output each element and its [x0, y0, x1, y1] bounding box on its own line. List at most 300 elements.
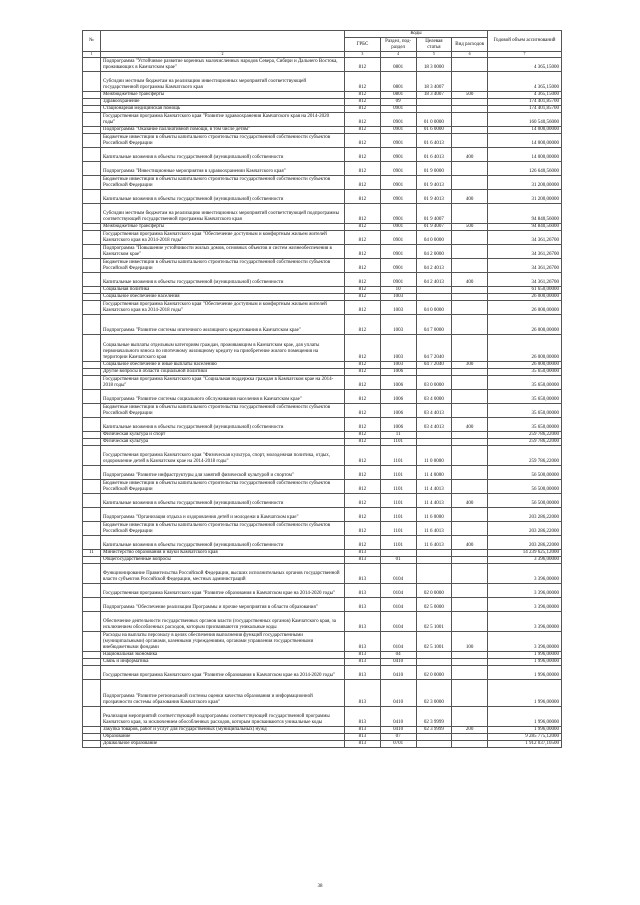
- cell-sum: 3 396,00000: [488, 611, 562, 631]
- cell-razd: 1101: [380, 445, 416, 465]
- cell-vr: [452, 521, 488, 535]
- table-row: [83, 465, 562, 479]
- table-row: [83, 651, 562, 658]
- cell-sum: 34 361,26700: [488, 272, 562, 286]
- cell-name: Подпрограмма "Оказание паллиативной помощи, в том числе детям": [101, 126, 345, 133]
- cell-razd: 1006: [380, 368, 416, 375]
- cell-cs: 04 2 4013: [416, 258, 452, 272]
- cell-name: Связь и информатика: [101, 658, 345, 665]
- cell-sum: 3 396,00000: [488, 583, 562, 597]
- cell-cs: 03 0 0000: [416, 375, 452, 389]
- cell-cs: 01 9 0000: [416, 161, 452, 175]
- cell-name: Расходы на выплаты персоналу в целях обеспечения выполнения функций государственными (муниципальными) органами, казенными учреждениями, органами управления государственными внебюджетными фондами: [101, 631, 345, 651]
- cell-razd: 1101: [380, 493, 416, 507]
- cell-name: Бюджетные инвестиции в объекты капитального строительства государственной собственности субъектов Российской Федерации: [101, 258, 345, 272]
- cell-num: [83, 556, 101, 563]
- table-row: [83, 431, 562, 438]
- cell-num: 11: [83, 549, 101, 556]
- idx-4: 4: [380, 52, 416, 58]
- cell-name: Здравоохранение: [101, 98, 345, 105]
- cell-razd: 1101: [380, 535, 416, 549]
- cell-num: [83, 611, 101, 631]
- cell-sum: 14 000,00000: [488, 133, 562, 147]
- cell-cs: [416, 98, 452, 105]
- cell-name: Капитальные вложения в объекты государственной (муниципальной) собственности: [101, 272, 345, 286]
- cell-razd: 0104: [380, 583, 416, 597]
- cell-razd: 1101: [380, 521, 416, 535]
- cell-vr: [452, 112, 488, 126]
- cell-vr: [452, 438, 488, 445]
- cell-vr: [452, 230, 488, 244]
- cell-grbs: 813: [345, 563, 381, 583]
- cell-cs: [416, 651, 452, 658]
- cell-name: Подпрограмма "Развитие региональной системы оценки качества образования и информационной прозрачности системы образования Камчатского края": [101, 679, 345, 706]
- cell-name: Государственная программа Камчатского края "Физическая культура, спорт, молодежная политика, отдых, оздоровление детей в Камчатском крае на 2014-2018 годы": [101, 445, 345, 465]
- cell-num: [83, 631, 101, 651]
- cell-cs: [416, 563, 452, 583]
- cell-sum: 1 912 037,10500: [488, 740, 562, 747]
- cell-name: Межбюджетные трансферты: [101, 223, 345, 230]
- cell-vr: 200: [452, 726, 488, 733]
- cell-cs: [416, 556, 452, 563]
- table-row: [83, 445, 562, 465]
- cell-grbs: 813: [345, 733, 381, 740]
- cell-razd: 0901: [380, 175, 416, 189]
- cell-name: Обеспечение деятельности государственных органов власти (государственных органов) Камчатского края, за исключением обособленных расходов, которым присваиваются уникальные коды: [101, 611, 345, 631]
- cell-razd: 0901: [380, 161, 416, 175]
- cell-num: [83, 293, 101, 300]
- cell-razd: 0901: [380, 230, 416, 244]
- table-row: [83, 665, 562, 679]
- header-name: [101, 31, 345, 52]
- table-row: [83, 230, 562, 244]
- table-row: [83, 535, 562, 549]
- cell-name: Национальная экономика: [101, 651, 345, 658]
- header-codes: Коды: [345, 31, 488, 38]
- cell-razd: 09: [380, 98, 416, 105]
- cell-cs: 01 9 4007: [416, 203, 452, 223]
- cell-num: [83, 493, 101, 507]
- cell-razd: 1003: [380, 361, 416, 368]
- cell-num: [83, 389, 101, 403]
- cell-name: Государственная программа Камчатского края "Развитие здравоохранения Камчатского края на 2014-2020 годы": [101, 112, 345, 126]
- cell-cs: 04 2 4013: [416, 272, 452, 286]
- table-row: [83, 549, 562, 556]
- cell-num: [83, 479, 101, 493]
- cell-sum: 61 650,00000: [488, 286, 562, 293]
- cell-sum: 35 650,00000: [488, 403, 562, 417]
- cell-razd: 0701: [380, 740, 416, 747]
- cell-vr: [452, 556, 488, 563]
- cell-sum: 9 285 775,12000: [488, 733, 562, 740]
- cell-cs: 18 3 0000: [416, 57, 452, 71]
- cell-sum: 35 650,00000: [488, 417, 562, 431]
- cell-num: [83, 133, 101, 147]
- cell-vr: 500: [452, 91, 488, 98]
- cell-cs: [416, 105, 452, 112]
- cell-razd: 1006: [380, 403, 416, 417]
- header-cs: Целевая статья: [416, 38, 452, 52]
- table-row: [83, 258, 562, 272]
- cell-name: Государственная программа Камчатского края "Социальная поддержка граждан в Камчатском крае на 2014-2018 годы": [101, 375, 345, 389]
- cell-sum: 31 200,00000: [488, 189, 562, 203]
- cell-grbs: 812: [345, 521, 381, 535]
- cell-num: [83, 126, 101, 133]
- table-row: [83, 272, 562, 286]
- cell-grbs: 812: [345, 507, 381, 521]
- cell-vr: [452, 479, 488, 493]
- cell-vr: [452, 431, 488, 438]
- table-row: [83, 417, 562, 431]
- cell-name: Капитальные вложения в объекты государственной (муниципальной) собственности: [101, 535, 345, 549]
- cell-sum: 31 200,00000: [488, 175, 562, 189]
- table-row: [83, 375, 562, 389]
- cell-grbs: 812: [345, 493, 381, 507]
- cell-cs: 01 6 0000: [416, 126, 452, 133]
- cell-cs: 02 5 1001: [416, 631, 452, 651]
- table-row: [83, 706, 562, 726]
- cell-cs: 03 4 0000: [416, 389, 452, 403]
- table-row: [83, 189, 562, 203]
- cell-grbs: 812: [345, 258, 381, 272]
- cell-sum: 3 396,00000: [488, 563, 562, 583]
- cell-cs: [416, 293, 452, 300]
- cell-razd: 1006: [380, 417, 416, 431]
- cell-name: Капитальные вложения в объекты государственной (муниципальной) собственности: [101, 189, 345, 203]
- table-row: [83, 105, 562, 112]
- table-row: [83, 403, 562, 417]
- table-row: [83, 507, 562, 521]
- cell-cs: 04 0 0000: [416, 230, 452, 244]
- cell-razd: 0901: [380, 258, 416, 272]
- cell-name: Физическая культура: [101, 438, 345, 445]
- cell-name: Реализация мероприятий соответствующей подпрограммы соответствующей государственной программы Камчатского края, за исключением обособленных расходов, которым присваиваются уникальные коды: [101, 706, 345, 726]
- cell-num: [83, 665, 101, 679]
- cell-sum: 4 365,15000: [488, 71, 562, 91]
- table-row: [83, 203, 562, 223]
- cell-sum: 259 786,22000: [488, 431, 562, 438]
- cell-num: [83, 91, 101, 98]
- cell-name: Государственная программа Камчатского края "Обеспечение доступным и комфортным жильем жителей Камчатского края на 2014-2018 годы": [101, 230, 345, 244]
- cell-sum: 259 786,22000: [488, 438, 562, 445]
- cell-grbs: 812: [345, 71, 381, 91]
- cell-grbs: 812: [345, 286, 381, 293]
- cell-razd: 0104: [380, 563, 416, 583]
- cell-razd: 0410: [380, 706, 416, 726]
- cell-name: Бюджетные инвестиции в объекты капитального строительства государственной собственности субъектов Российской Федерации: [101, 403, 345, 417]
- cell-name: Физическая культура и спорт: [101, 431, 345, 438]
- table-row: [83, 57, 562, 71]
- cell-sum: 160 540,56000: [488, 112, 562, 126]
- cell-num: [83, 300, 101, 314]
- cell-razd: 0104: [380, 631, 416, 651]
- cell-cs: 01 6 4013: [416, 133, 452, 147]
- cell-num: [83, 465, 101, 479]
- cell-grbs: 812: [345, 375, 381, 389]
- cell-num: [83, 161, 101, 175]
- table-row: [83, 658, 562, 665]
- cell-razd: 07: [380, 733, 416, 740]
- cell-num: [83, 272, 101, 286]
- cell-cs: 04 2 0000: [416, 244, 452, 258]
- header-grbs: ГРБС: [345, 38, 381, 52]
- table-row: [83, 161, 562, 175]
- budget-table: [82, 30, 562, 748]
- cell-cs: [416, 740, 452, 747]
- cell-sum: 126 640,56000: [488, 161, 562, 175]
- cell-razd: 0410: [380, 658, 416, 665]
- cell-grbs: 812: [345, 126, 381, 133]
- cell-name: Бюджетные инвестиции в объекты капитального строительства государственной собственности субъектов Российской Федерации: [101, 521, 345, 535]
- cell-cs: [416, 549, 452, 556]
- cell-cs: 01 0 0000: [416, 112, 452, 126]
- cell-sum: 3 396,00000: [488, 597, 562, 611]
- cell-razd: 0901: [380, 203, 416, 223]
- cell-cs: 11 0 0000: [416, 445, 452, 465]
- cell-num: [83, 286, 101, 293]
- cell-num: [83, 597, 101, 611]
- cell-razd: 0801: [380, 57, 416, 71]
- cell-grbs: 812: [345, 417, 381, 431]
- cell-vr: 300: [452, 361, 488, 368]
- cell-grbs: 812: [345, 403, 381, 417]
- cell-sum: 1 996,00000: [488, 665, 562, 679]
- cell-vr: 400: [452, 272, 488, 286]
- cell-razd: 04: [380, 651, 416, 658]
- table-row: [83, 597, 562, 611]
- cell-num: [83, 223, 101, 230]
- cell-cs: 11 6 4013: [416, 535, 452, 549]
- cell-grbs: 812: [345, 105, 381, 112]
- table-row: [83, 175, 562, 189]
- cell-num: [83, 726, 101, 733]
- cell-num: [83, 431, 101, 438]
- cell-razd: 0901: [380, 112, 416, 126]
- table-row: [83, 314, 562, 334]
- cell-sum: 259 786,22000: [488, 445, 562, 465]
- table-row: [83, 438, 562, 445]
- cell-razd: 1101: [380, 438, 416, 445]
- cell-sum: 35 650,00000: [488, 368, 562, 375]
- cell-vr: [452, 203, 488, 223]
- cell-grbs: 812: [345, 112, 381, 126]
- idx-7: 7: [488, 52, 562, 58]
- cell-sum: 203 286,22000: [488, 507, 562, 521]
- cell-razd: 0901: [380, 223, 416, 230]
- cell-num: [83, 334, 101, 361]
- table-row: [83, 368, 562, 375]
- cell-sum: 26 000,00000: [488, 334, 562, 361]
- cell-sum: 26 000,00000: [488, 300, 562, 314]
- cell-num: [83, 258, 101, 272]
- header-vr: Вид расходов: [452, 38, 488, 52]
- cell-razd: 0104: [380, 611, 416, 631]
- cell-num: [83, 658, 101, 665]
- cell-grbs: 813: [345, 631, 381, 651]
- table-row: [83, 611, 562, 631]
- table-row: [83, 223, 562, 230]
- cell-sum: 1 996,00000: [488, 658, 562, 665]
- cell-vr: [452, 286, 488, 293]
- cell-cs: 02 3 0000: [416, 679, 452, 706]
- cell-num: [83, 563, 101, 583]
- cell-vr: 400: [452, 417, 488, 431]
- cell-name: Государственная программа Камчатского края "Развитие образования в Камчатском крае на 2014-2020 годы": [101, 583, 345, 597]
- cell-vr: [452, 244, 488, 258]
- cell-razd: 0901: [380, 133, 416, 147]
- cell-num: [83, 57, 101, 71]
- cell-sum: 1 996,00000: [488, 651, 562, 658]
- cell-sum: 34 361,26700: [488, 244, 562, 258]
- cell-vr: [452, 368, 488, 375]
- table-row: [83, 91, 562, 98]
- cell-razd: 0901: [380, 126, 416, 133]
- header-razdel: Раздел, под-раздел: [380, 38, 416, 52]
- cell-vr: [452, 175, 488, 189]
- cell-cs: 04 7 2040: [416, 334, 452, 361]
- table-row: [83, 133, 562, 147]
- cell-sum: 4 365,15000: [488, 57, 562, 71]
- cell-grbs: 813: [345, 651, 381, 658]
- cell-cs: 01 6 4013: [416, 147, 452, 161]
- cell-grbs: 812: [345, 189, 381, 203]
- cell-vr: [452, 334, 488, 361]
- table-row: [83, 493, 562, 507]
- idx-5: 5: [416, 52, 452, 58]
- cell-grbs: 812: [345, 161, 381, 175]
- table-row: [83, 740, 562, 747]
- table-row: [83, 286, 562, 293]
- cell-grbs: 812: [345, 175, 381, 189]
- table-row: [83, 361, 562, 368]
- table-row: [83, 300, 562, 314]
- cell-cs: 11 4 4013: [416, 479, 452, 493]
- table-row: [83, 126, 562, 133]
- cell-grbs: 812: [345, 223, 381, 230]
- cell-vr: [452, 161, 488, 175]
- cell-cs: 11 4 0000: [416, 465, 452, 479]
- cell-vr: [452, 733, 488, 740]
- cell-vr: [452, 563, 488, 583]
- cell-vr: [452, 706, 488, 726]
- cell-vr: [452, 98, 488, 105]
- cell-name: Подпрограмма "Инвестиционные мероприятия в здравоохранении Камчатского края": [101, 161, 345, 175]
- cell-num: [83, 583, 101, 597]
- cell-grbs: 812: [345, 535, 381, 549]
- cell-name: Подпрограмма "Обеспечение реализации Программы и прочие мероприятия в области образования": [101, 597, 345, 611]
- cell-sum: 3 396,00000: [488, 631, 562, 651]
- table-row: [83, 563, 562, 583]
- cell-grbs: 812: [345, 445, 381, 465]
- cell-num: [83, 733, 101, 740]
- cell-grbs: 812: [345, 438, 381, 445]
- page-number: 38: [317, 884, 323, 889]
- cell-num: [83, 175, 101, 189]
- cell-grbs: 812: [345, 91, 381, 98]
- cell-razd: 0901: [380, 105, 416, 112]
- header-num: №: [83, 31, 101, 52]
- cell-name: Государственная программа Камчатского края "Обеспечение доступным и комфортным жильем жителей Камчатского края на 2014-2018 годы": [101, 300, 345, 314]
- cell-num: [83, 112, 101, 126]
- cell-grbs: 812: [345, 361, 381, 368]
- cell-num: [83, 147, 101, 161]
- cell-grbs: 812: [345, 57, 381, 71]
- cell-grbs: 812: [345, 203, 381, 223]
- cell-razd: 0410: [380, 679, 416, 706]
- table-row: [83, 631, 562, 651]
- cell-cs: 18 3 4007: [416, 91, 452, 98]
- cell-razd: 1006: [380, 389, 416, 403]
- cell-cs: [416, 431, 452, 438]
- cell-grbs: 812: [345, 389, 381, 403]
- cell-razd: 0410: [380, 665, 416, 679]
- cell-cs: 11 6 4013: [416, 521, 452, 535]
- cell-vr: [452, 445, 488, 465]
- cell-num: [83, 445, 101, 465]
- cell-cs: [416, 286, 452, 293]
- cell-razd: 10: [380, 286, 416, 293]
- cell-sum: 203 286,22000: [488, 521, 562, 535]
- cell-vr: 400: [452, 535, 488, 549]
- cell-num: [83, 203, 101, 223]
- cell-vr: 400: [452, 147, 488, 161]
- cell-cs: 02 0 0000: [416, 583, 452, 597]
- cell-grbs: 813: [345, 597, 381, 611]
- cell-grbs: 812: [345, 293, 381, 300]
- cell-name: Социальное обеспечение населения: [101, 293, 345, 300]
- cell-grbs: 812: [345, 230, 381, 244]
- cell-sum: 1 996,00000: [488, 726, 562, 733]
- cell-razd: 1003: [380, 334, 416, 361]
- cell-sum: 14 000,00000: [488, 147, 562, 161]
- cell-name: Министерство образования и науки Камчатского края: [101, 549, 345, 556]
- cell-cs: 04 0 0000: [416, 300, 452, 314]
- table-row: [83, 679, 562, 706]
- table-row: [83, 244, 562, 258]
- cell-num: [83, 375, 101, 389]
- header-sum: Годовой объем ассигнований: [488, 31, 562, 52]
- cell-sum: 26 000,00000: [488, 361, 562, 368]
- cell-vr: [452, 597, 488, 611]
- cell-razd: 11: [380, 431, 416, 438]
- cell-num: [83, 368, 101, 375]
- table-row: [83, 293, 562, 300]
- cell-grbs: 813: [345, 740, 381, 747]
- cell-cs: 03 4 4013: [416, 403, 452, 417]
- cell-sum: 35 650,00000: [488, 375, 562, 389]
- cell-cs: 01 9 4013: [416, 189, 452, 203]
- cell-razd: 0901: [380, 147, 416, 161]
- cell-vr: [452, 375, 488, 389]
- cell-name: Бюджетные инвестиции в объекты капитального строительства государственной собственности субъектов Российской Федерации: [101, 133, 345, 147]
- cell-razd: 01: [380, 556, 416, 563]
- cell-num: [83, 417, 101, 431]
- cell-num: [83, 361, 101, 368]
- cell-name: Подпрограмма "Развитие инфраструктуры для занятий физической культурой и спортом": [101, 465, 345, 479]
- cell-sum: 56 500,00000: [488, 479, 562, 493]
- cell-vr: [452, 665, 488, 679]
- cell-cs: 02 3 9999: [416, 706, 452, 726]
- cell-sum: 35 650,00000: [488, 389, 562, 403]
- cell-grbs: 812: [345, 465, 381, 479]
- cell-cs: 04 7 0000: [416, 314, 452, 334]
- cell-vr: [452, 403, 488, 417]
- cell-name: Стационарная медицинская помощь: [101, 105, 345, 112]
- cell-vr: 400: [452, 493, 488, 507]
- cell-num: [83, 105, 101, 112]
- cell-cs: 04 7 2040: [416, 361, 452, 368]
- cell-vr: [452, 507, 488, 521]
